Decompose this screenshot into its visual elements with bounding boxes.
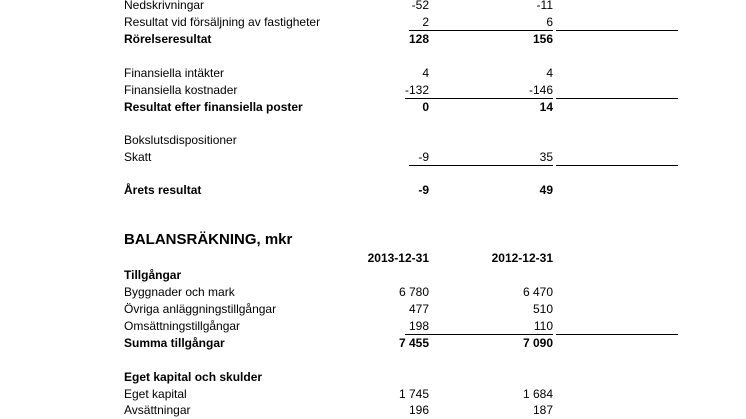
table-row (124, 65, 554, 82)
value-2013: 196 (408, 403, 429, 417)
value-2013: 0 (422, 100, 429, 114)
subtotal-divider (556, 30, 678, 31)
value-2012: 49 (539, 183, 553, 197)
value-2012: 6 (546, 15, 553, 29)
subtotal-divider (556, 165, 678, 166)
row-label: Finansiella kostnader (124, 83, 238, 97)
value-2013: -52 (411, 0, 429, 12)
value-2013: -9 (418, 183, 429, 197)
value-2012: -146 (528, 83, 553, 97)
value-2013: 1 745 (398, 387, 429, 401)
row-label: Byggnader och mark (124, 285, 235, 299)
table-row (124, 267, 554, 284)
value-2012: 110 (533, 319, 553, 333)
value-2012: 7 090 (522, 336, 553, 350)
table-row (124, 0, 554, 14)
row-label: Finansiella intäkter (124, 66, 225, 80)
row-label: Resultat efter finansiella poster (124, 100, 303, 114)
table-row (124, 335, 554, 352)
value-2013: 198 (408, 319, 429, 333)
row-label: Summa tillgångar (124, 336, 225, 350)
value-2013: -132 (404, 83, 429, 97)
table-row (124, 284, 554, 301)
subtotal-divider (409, 165, 553, 166)
table-row (124, 82, 554, 99)
value-2012: 510 (532, 302, 553, 316)
row-label: Resultat vid försäljning av fastigheter (124, 15, 321, 29)
value-2012: 14 (539, 100, 553, 114)
table-row (124, 99, 554, 116)
value-2012: 187 (532, 403, 553, 417)
table-row (124, 149, 554, 166)
column-header-2012: 2012-12-31 (491, 251, 553, 265)
value-2012: 156 (532, 32, 553, 46)
group-header: Eget kapital och skulder (124, 370, 263, 384)
value-2013: 6 780 (398, 285, 429, 299)
table-row (124, 402, 554, 419)
row-label: Rörelseresultat (124, 32, 212, 46)
subtotal-divider (556, 334, 678, 335)
row-label: Övriga anläggningstillgångar (124, 302, 277, 316)
column-header-2013: 2013-12-31 (367, 251, 429, 265)
value-2012: 35 (539, 150, 553, 164)
value-2013: 4 (422, 66, 429, 80)
table-row (124, 31, 554, 48)
row-label: Bokslutsdispositioner (124, 133, 237, 147)
row-label: Omsättningstillgångar (124, 319, 241, 333)
value-2013: 7 455 (398, 336, 429, 350)
row-label: Nedskrivningar (124, 0, 205, 12)
row-label: Eget kapital (124, 387, 187, 401)
section-title: BALANSRÄKNING, mkr (124, 231, 293, 248)
value-2012: 4 (546, 66, 553, 80)
value-2012: 1 684 (522, 387, 553, 401)
value-2013: 2 (422, 15, 429, 29)
value-2013: 477 (408, 302, 429, 316)
value-2013: 128 (408, 32, 429, 46)
group-header: Tillgångar (124, 268, 182, 282)
subtotal-divider (556, 98, 678, 99)
row-label: Avsättningar (124, 403, 191, 417)
table-row (124, 318, 554, 335)
table-row (124, 182, 554, 199)
table-row (124, 301, 554, 318)
table-row (124, 386, 554, 403)
value-2012: 6 470 (522, 285, 553, 299)
table-row (124, 369, 554, 386)
table-row (124, 132, 554, 149)
value-2012: -11 (536, 0, 553, 12)
row-label: Skatt (124, 150, 152, 164)
value-2013: -9 (418, 150, 429, 164)
table-row (124, 14, 554, 31)
row-label: Årets resultat (124, 183, 202, 197)
